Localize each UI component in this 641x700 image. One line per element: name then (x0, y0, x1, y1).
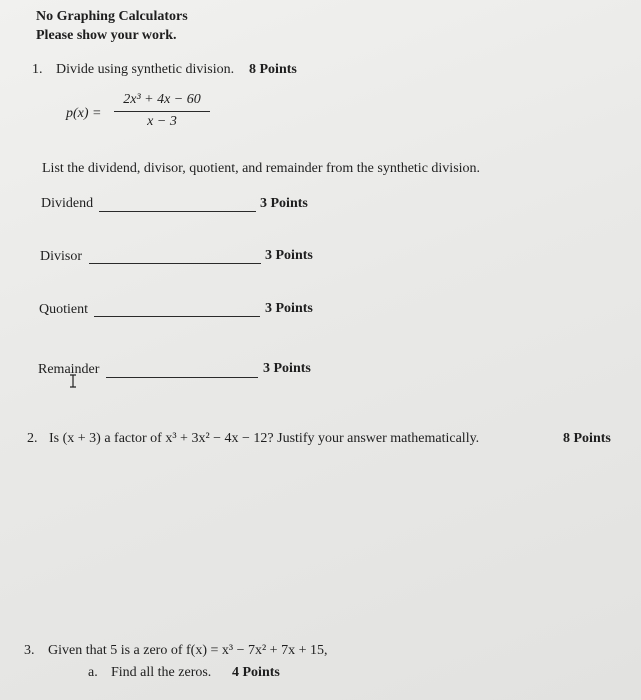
q1-points: 8 Points (249, 62, 297, 77)
q2-text: Is (x + 3) a factor of x³ + 3x² − 4x − 12? Justify your answer mathematically. (49, 431, 480, 446)
remainder-label: Remainder (38, 362, 100, 377)
q1-number: 1. (32, 62, 43, 77)
remainder-answer-line[interactable] (106, 377, 258, 378)
remainder-points: 3 Points (263, 361, 311, 376)
q2-number: 2. (27, 431, 38, 446)
header-show-work: Please show your work. (36, 28, 177, 43)
divisor-label: Divisor (40, 249, 82, 264)
dividend-label: Dividend (41, 196, 94, 211)
q3a-letter: a. (88, 665, 98, 680)
q1-prompt: Divide using synthetic division. (56, 62, 235, 77)
quotient-answer-line[interactable] (94, 316, 260, 317)
q3-text: Given that 5 is a zero of f(x) = x³ − 7x² + 7x + 15, (48, 643, 328, 658)
q1-numerator: 2x³ + 4x − 60 (123, 92, 201, 107)
q3a-points: 4 Points (232, 665, 280, 680)
q1-list-prompt: List the dividend, divisor, quotient, and remainder from the synthetic division. (42, 161, 481, 176)
quotient-points: 3 Points (265, 301, 313, 316)
quotient-label: Quotient (39, 302, 88, 317)
q3-number: 3. (24, 643, 35, 658)
q3a-text: Find all the zeros. (111, 665, 212, 680)
text-cursor-icon (69, 374, 77, 388)
q1-function-name: p(x) = (66, 106, 102, 121)
divisor-points: 3 Points (265, 248, 313, 263)
dividend-points: 3 Points (260, 196, 308, 211)
q1-denominator: x − 3 (147, 114, 177, 129)
header-no-calculators: No Graphing Calculators (36, 9, 188, 24)
q2-points: 8 Points (563, 431, 611, 446)
dividend-answer-line[interactable] (99, 211, 256, 212)
q1-fraction-bar (114, 111, 210, 112)
divisor-answer-line[interactable] (89, 263, 261, 264)
